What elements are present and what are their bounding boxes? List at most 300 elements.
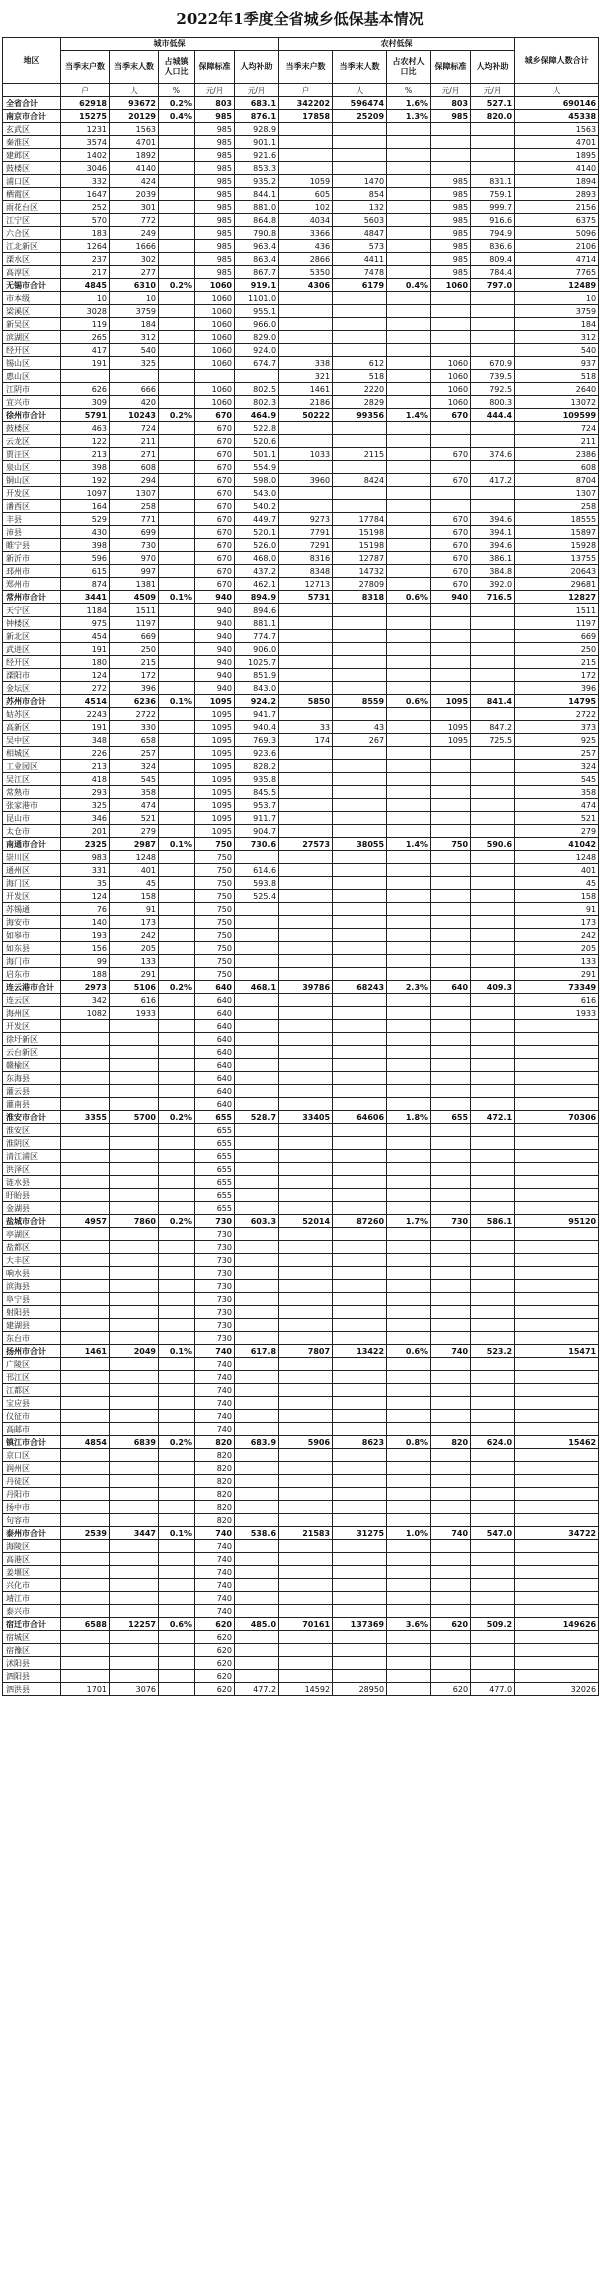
table-cell [387, 331, 431, 344]
table-cell [387, 604, 431, 617]
table-row [3, 1280, 599, 1293]
table-cell [279, 1202, 333, 1215]
table-cell: 520.1 [235, 526, 279, 539]
table-cell: 213 [61, 448, 110, 461]
table-cell [387, 643, 431, 656]
table-cell: 12787 [333, 552, 387, 565]
table-cell [387, 760, 431, 773]
table-cell: 418 [61, 773, 110, 786]
table-cell: 137369 [333, 1618, 387, 1631]
table-cell: 874 [61, 578, 110, 591]
table-cell: 205 [515, 942, 599, 955]
table-cell [333, 968, 387, 981]
table-row [3, 552, 599, 565]
table-cell: 430 [61, 526, 110, 539]
table-cell [431, 994, 471, 1007]
table-cell: 759.1 [471, 188, 515, 201]
group-total-row [3, 409, 599, 422]
table-cell [235, 1501, 279, 1514]
table-cell: 265 [61, 331, 110, 344]
table-cell [387, 1423, 431, 1436]
table-cell [159, 1059, 195, 1072]
table-cell: 724 [110, 422, 159, 435]
table-cell [159, 1332, 195, 1345]
table-cell: 940 [195, 630, 235, 643]
unit-cell: 人 [515, 84, 599, 97]
table-row [3, 1631, 599, 1644]
group-total-row [3, 110, 599, 123]
table-cell [387, 1449, 431, 1462]
table-cell [333, 1189, 387, 1202]
table-cell: 670 [431, 513, 471, 526]
table-cell [333, 916, 387, 929]
table-cell [235, 1098, 279, 1111]
table-cell [159, 994, 195, 1007]
table-cell [279, 1059, 333, 1072]
region-name: 江阴市 [3, 383, 61, 396]
table-cell [159, 1631, 195, 1644]
table-cell: 0.6% [387, 695, 431, 708]
table-cell [431, 461, 471, 474]
region-name: 开发区 [3, 1020, 61, 1033]
header-urban: 城市低保 [61, 38, 279, 51]
table-cell: 740 [195, 1605, 235, 1618]
table-cell [431, 929, 471, 942]
table-cell: 2722 [110, 708, 159, 721]
table-cell: 211 [515, 435, 599, 448]
table-cell: 894.9 [235, 591, 279, 604]
table-cell: 985 [431, 110, 471, 123]
table-cell [61, 1605, 110, 1618]
table-row [3, 370, 599, 383]
table-cell [61, 1540, 110, 1553]
table-cell [110, 1449, 159, 1462]
table-cell [235, 1475, 279, 1488]
table-cell: 10 [110, 292, 159, 305]
table-cell [159, 136, 195, 149]
group-total-row [3, 1345, 599, 1358]
table-cell [279, 643, 333, 656]
table-cell: 640 [195, 1020, 235, 1033]
unit-cell: 户 [279, 84, 333, 97]
table-cell: 1095 [195, 786, 235, 799]
table-cell [471, 643, 515, 656]
table-cell: 955.1 [235, 305, 279, 318]
table-cell [279, 877, 333, 890]
table-cell [431, 1280, 471, 1293]
table-cell: 4411 [333, 253, 387, 266]
region-name: 常熟市 [3, 786, 61, 799]
table-cell: 730.6 [235, 838, 279, 851]
table-cell: 985 [431, 227, 471, 240]
region-name: 栖霞区 [3, 188, 61, 201]
table-cell: 740 [195, 1579, 235, 1592]
table-cell: 940 [431, 591, 471, 604]
table-cell: 27573 [279, 838, 333, 851]
table-cell [431, 123, 471, 136]
table-cell: 358 [515, 786, 599, 799]
table-cell: 0.2% [159, 1436, 195, 1449]
table-row [3, 1124, 599, 1137]
table-cell: 102 [279, 201, 333, 214]
table-cell [515, 1072, 599, 1085]
table-cell [159, 1085, 195, 1098]
table-cell: 941.7 [235, 708, 279, 721]
table-cell: 477.2 [235, 1683, 279, 1696]
table-cell: 191 [61, 721, 110, 734]
table-cell: 655 [195, 1111, 235, 1124]
table-cell: 985 [195, 175, 235, 188]
table-cell [333, 773, 387, 786]
region-name: 海门市 [3, 955, 61, 968]
table-cell [515, 1293, 599, 1306]
table-cell: 193 [61, 929, 110, 942]
table-cell: 1.8% [387, 1111, 431, 1124]
table-cell [159, 1319, 195, 1332]
table-cell: 1307 [110, 487, 159, 500]
table-cell: 3028 [61, 305, 110, 318]
table-cell: 730 [195, 1280, 235, 1293]
table-cell [471, 1280, 515, 1293]
table-cell [471, 604, 515, 617]
table-row [3, 1176, 599, 1189]
table-cell [471, 877, 515, 890]
table-cell [431, 1501, 471, 1514]
table-cell [159, 201, 195, 214]
table-cell: 4854 [61, 1436, 110, 1449]
table-cell [110, 1293, 159, 1306]
table-row [3, 357, 599, 370]
table-cell [333, 1488, 387, 1501]
table-cell [333, 162, 387, 175]
table-cell [333, 1462, 387, 1475]
table-cell [333, 1293, 387, 1306]
table-cell [159, 1592, 195, 1605]
table-cell: 940 [195, 604, 235, 617]
table-cell: 242 [110, 929, 159, 942]
table-cell: 985 [431, 201, 471, 214]
table-cell [279, 955, 333, 968]
table-row [3, 1592, 599, 1605]
table-cell [387, 461, 431, 474]
table-cell: 62918 [61, 97, 110, 110]
table-cell: 321 [279, 370, 333, 383]
table-cell [279, 1579, 333, 1592]
table-cell [387, 1384, 431, 1397]
table-cell [471, 162, 515, 175]
table-cell [333, 799, 387, 812]
table-cell: 6310 [110, 279, 159, 292]
table-cell [515, 1059, 599, 1072]
table-cell: 670 [195, 435, 235, 448]
table-cell [235, 1254, 279, 1267]
region-name: 金坛区 [3, 682, 61, 695]
table-cell [333, 1137, 387, 1150]
table-cell [387, 422, 431, 435]
table-cell: 740 [195, 1592, 235, 1605]
table-cell [387, 1072, 431, 1085]
table-cell [159, 1371, 195, 1384]
table-cell [61, 1566, 110, 1579]
table-cell: 985 [431, 240, 471, 253]
table-cell: 3574 [61, 136, 110, 149]
table-cell: 0.2% [159, 981, 195, 994]
region-name: 云龙区 [3, 435, 61, 448]
table-cell: 109599 [515, 409, 599, 422]
table-cell: 294 [110, 474, 159, 487]
table-cell [431, 1059, 471, 1072]
table-cell [279, 1657, 333, 1670]
table-cell: 1095 [431, 734, 471, 747]
table-cell: 2220 [333, 383, 387, 396]
table-cell [431, 1033, 471, 1046]
table-cell: 670 [195, 500, 235, 513]
table-cell: 925 [515, 734, 599, 747]
table-cell [279, 1085, 333, 1098]
table-cell [61, 1514, 110, 1527]
table-cell: 985 [195, 123, 235, 136]
table-cell [387, 513, 431, 526]
table-cell: 985 [195, 162, 235, 175]
table-cell [279, 1020, 333, 1033]
table-cell [159, 214, 195, 227]
region-name: 赣榆区 [3, 1059, 61, 1072]
table-cell: 191 [61, 643, 110, 656]
table-cell [387, 1007, 431, 1020]
table-cell: 417.2 [471, 474, 515, 487]
table-cell [333, 1098, 387, 1111]
table-cell [431, 149, 471, 162]
table-cell: 0.6% [387, 591, 431, 604]
table-cell: 940 [195, 643, 235, 656]
table-cell: 331 [61, 864, 110, 877]
table-cell: 3076 [110, 1683, 159, 1696]
region-name: 鼓楼区 [3, 162, 61, 175]
table-cell: 730 [195, 1306, 235, 1319]
table-cell: 5106 [110, 981, 159, 994]
table-cell: 940 [195, 617, 235, 630]
table-cell: 325 [110, 357, 159, 370]
table-cell: 15471 [515, 1345, 599, 1358]
table-cell [61, 1085, 110, 1098]
table-cell [110, 1501, 159, 1514]
table-cell: 3441 [61, 591, 110, 604]
table-cell: 545 [515, 773, 599, 786]
table-cell: 740 [431, 1527, 471, 1540]
table-cell [110, 1475, 159, 1488]
table-cell [387, 1254, 431, 1267]
table-row [3, 461, 599, 474]
table-cell: 124 [61, 669, 110, 682]
table-row [3, 747, 599, 760]
table-cell [279, 344, 333, 357]
table-cell: 847.2 [471, 721, 515, 734]
table-cell [471, 1189, 515, 1202]
table-cell: 472.1 [471, 1111, 515, 1124]
table-cell [235, 1423, 279, 1436]
table-cell [235, 903, 279, 916]
table-cell [279, 1241, 333, 1254]
header-rural: 农村低保 [279, 38, 515, 51]
table-cell [61, 1670, 110, 1683]
table-cell: 730 [110, 539, 159, 552]
table-cell: 324 [515, 760, 599, 773]
table-cell: 655 [195, 1124, 235, 1137]
table-cell [235, 1267, 279, 1280]
table-cell [431, 851, 471, 864]
table-cell: 596 [61, 552, 110, 565]
table-cell [159, 825, 195, 838]
table-cell [387, 1150, 431, 1163]
unit-cell: 户 [61, 84, 110, 97]
table-cell [235, 1150, 279, 1163]
table-cell [159, 721, 195, 734]
table-cell: 624.0 [471, 1436, 515, 1449]
table-cell: 699 [110, 526, 159, 539]
table-row [3, 266, 599, 279]
table-cell: 608 [110, 461, 159, 474]
table-cell [471, 955, 515, 968]
table-cell: 5350 [279, 266, 333, 279]
region-name: 如皋市 [3, 929, 61, 942]
region-name: 海州区 [3, 1007, 61, 1020]
table-cell [471, 812, 515, 825]
table-cell: 730 [195, 1241, 235, 1254]
table-cell: 658 [110, 734, 159, 747]
table-cell: 1248 [515, 851, 599, 864]
table-row [3, 474, 599, 487]
table-cell: 1060 [431, 383, 471, 396]
table-cell: 15928 [515, 539, 599, 552]
table-cell: 640 [195, 1007, 235, 1020]
table-cell: 538.6 [235, 1527, 279, 1540]
table-cell: 620 [431, 1618, 471, 1631]
table-cell [471, 1462, 515, 1475]
table-row [3, 1267, 599, 1280]
table-row [3, 786, 599, 799]
table-cell: 999.7 [471, 201, 515, 214]
table-cell: 750 [195, 942, 235, 955]
table-cell [110, 1098, 159, 1111]
table-cell [333, 630, 387, 643]
table-cell [159, 1306, 195, 1319]
table-cell: 669 [515, 630, 599, 643]
table-cell [471, 851, 515, 864]
table-cell [159, 864, 195, 877]
table-cell: 158 [515, 890, 599, 903]
table-cell [235, 1137, 279, 1150]
table-cell [471, 1449, 515, 1462]
table-cell [279, 786, 333, 799]
table-cell [333, 1670, 387, 1683]
table-cell [471, 1488, 515, 1501]
region-name: 金湖县 [3, 1202, 61, 1215]
table-cell [333, 461, 387, 474]
table-cell [387, 1332, 431, 1345]
table-row [3, 1501, 599, 1514]
table-cell [515, 1592, 599, 1605]
table-cell: 617.8 [235, 1345, 279, 1358]
table-cell: 7478 [333, 266, 387, 279]
table-cell: 750 [195, 851, 235, 864]
table-cell [515, 1228, 599, 1241]
table-cell [159, 448, 195, 461]
table-cell [431, 656, 471, 669]
table-row [3, 1514, 599, 1527]
table-cell: 750 [195, 916, 235, 929]
table-cell: 985 [195, 136, 235, 149]
table-row [3, 877, 599, 890]
table-cell [279, 942, 333, 955]
table-cell: 4847 [333, 227, 387, 240]
table-cell [110, 1488, 159, 1501]
table-cell [471, 1306, 515, 1319]
table-cell: 1197 [110, 617, 159, 630]
table-cell [471, 318, 515, 331]
region-name: 新北区 [3, 630, 61, 643]
table-cell: 93672 [110, 97, 159, 110]
table-cell: 540 [110, 344, 159, 357]
table-cell [431, 1072, 471, 1085]
table-cell: 616 [515, 994, 599, 1007]
table-cell [235, 1670, 279, 1683]
table-cell: 829.0 [235, 331, 279, 344]
region-name: 滨湖区 [3, 331, 61, 344]
table-cell: 1060 [195, 292, 235, 305]
table-cell [471, 500, 515, 513]
table-cell: 437.2 [235, 565, 279, 578]
table-cell: 2722 [515, 708, 599, 721]
region-name: 崇川区 [3, 851, 61, 864]
table-cell [471, 1150, 515, 1163]
table-cell: 31275 [333, 1527, 387, 1540]
table-cell: 928.9 [235, 123, 279, 136]
table-cell [515, 1046, 599, 1059]
table-cell: 14592 [279, 1683, 333, 1696]
table-cell [235, 1579, 279, 1592]
table-cell [159, 370, 195, 383]
table-cell [515, 1462, 599, 1475]
table-cell [61, 1592, 110, 1605]
table-cell: 8318 [333, 591, 387, 604]
table-cell [159, 708, 195, 721]
table-cell [431, 435, 471, 448]
table-cell [333, 1150, 387, 1163]
table-cell: 4701 [110, 136, 159, 149]
table-cell [471, 123, 515, 136]
table-cell [279, 656, 333, 669]
region-name: 丰县 [3, 513, 61, 526]
table-row [3, 513, 599, 526]
table-cell: 34722 [515, 1527, 599, 1540]
table-cell: 474 [110, 799, 159, 812]
table-cell [333, 604, 387, 617]
table-cell: 302 [110, 253, 159, 266]
table-cell [471, 942, 515, 955]
region-name: 丹徒区 [3, 1475, 61, 1488]
table-cell [471, 1059, 515, 1072]
column-header: 当季末户数 [279, 51, 333, 84]
table-cell [387, 1670, 431, 1683]
table-cell [159, 942, 195, 955]
table-cell [431, 604, 471, 617]
table-cell: 911.7 [235, 812, 279, 825]
table-cell: 620 [431, 1683, 471, 1696]
table-cell [159, 318, 195, 331]
table-row [3, 1462, 599, 1475]
region-name: 新沂市 [3, 552, 61, 565]
table-cell: 250 [515, 643, 599, 656]
